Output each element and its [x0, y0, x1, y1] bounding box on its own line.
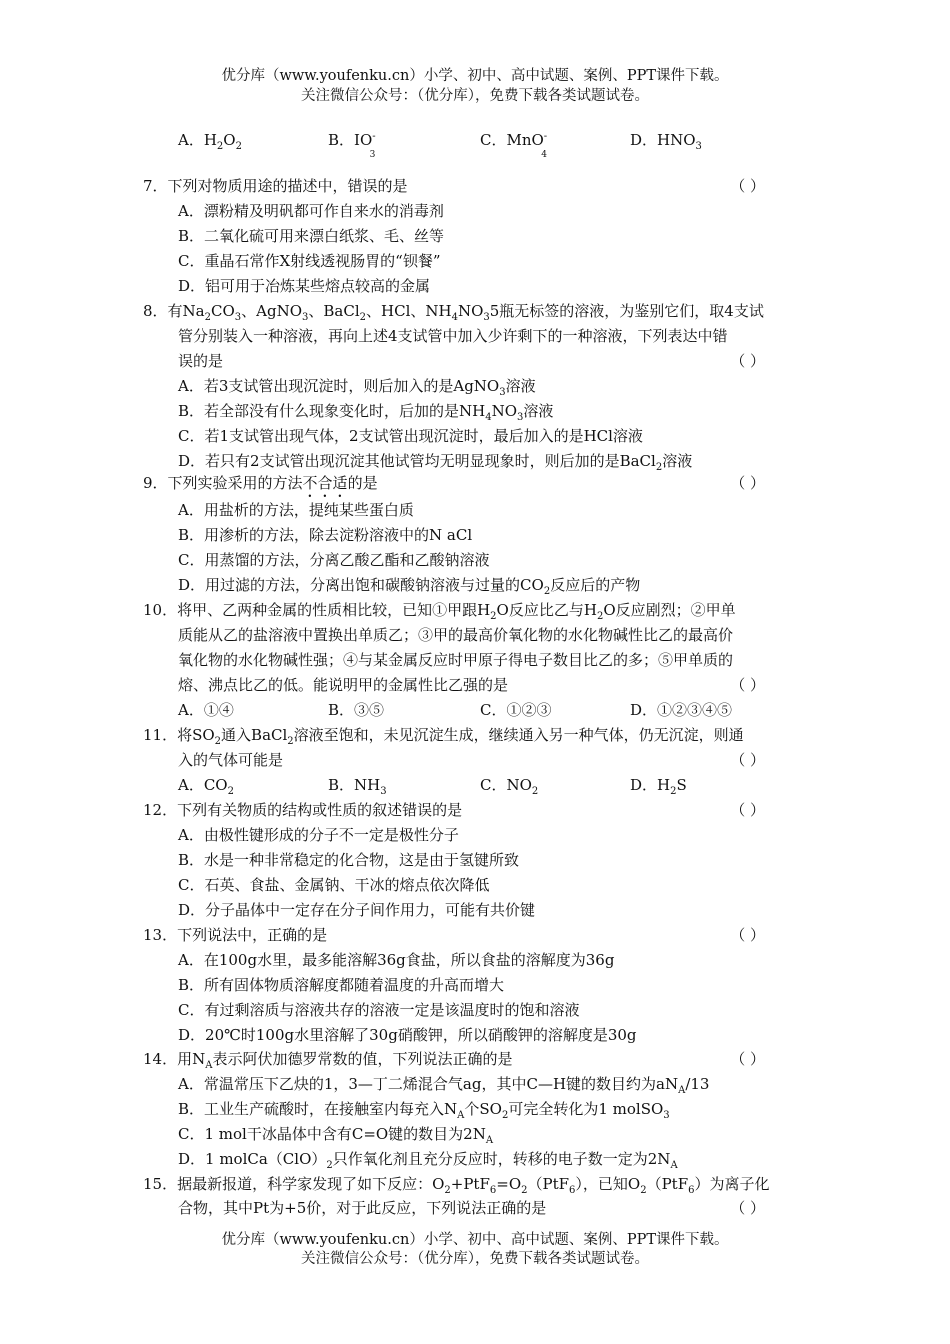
q8-option-a: A．若3支试管出现沉淀时，则后加入的是AgNO$_3$溶液: [178, 377, 536, 398]
q8-stem-line1: 8．有$Na_2CO_3$、AgNO$_3$、BaCl$_2$、HCl、$NH_4NO_35$瓶无标签的溶液，为鉴别它们，取4支试: [143, 302, 764, 323]
q6-option-c: C．MnO-$_4$: [480, 131, 548, 160]
q10-option-b: B．③⑤: [328, 701, 385, 719]
q8-option-c: C．若1支试管出现气体，2支试管出现沉淀时，最后加入的是HCl溶液: [178, 427, 643, 445]
q7-option-a: A．漂粉精及明矾都可作自来水的消毒剂: [178, 202, 444, 220]
q13-option-b: B．所有固体物质溶解度都随着温度的升高而增大: [178, 976, 505, 994]
q11-option-b: B．$NH_3$: [328, 776, 387, 797]
q8-option-b: B．若全部没有什么现象变化时，后加的是$NH_4NO_3$溶液: [178, 402, 554, 423]
q14-stem: 14．用$N_A$表示阿伏加德罗常数的值，下列说法正确的是: [143, 1050, 513, 1071]
q8-stem-line2: 管分别装入一种溶液，再向上述4支试管中加入少许剩下的一种溶液，下列表达中错: [178, 327, 728, 345]
footer-line-1: 优分库（www.youfenku.cn）小学、初中、高中试题、案例、PPT课件下载。: [221, 1232, 729, 1248]
q6-option-a: A．$H_2O_2$: [178, 131, 242, 152]
q10-stem-line1: 10．将甲、乙两种金属的性质相比较，已知①甲跟$H_2O$反应比乙与$H_2O$反应剧烈；②甲单: [143, 601, 736, 622]
q14-option-c: C．1 mol干冰晶体中含有C=O键的数目为$2N_A$: [178, 1125, 494, 1146]
q6-option-d: D．$HNO_3$: [630, 131, 702, 152]
answer-paren: （ ）: [730, 474, 765, 492]
q11-option-d: D．$H_2S$: [630, 776, 687, 797]
q7-stem: 7．下列对物质用途的描述中，错误的是: [143, 177, 408, 195]
answer-paren: （ ）: [730, 926, 765, 944]
q10-option-d: D．①②③④⑤: [630, 701, 733, 719]
q8-stem-line3: 误的是: [178, 352, 224, 370]
answer-paren: （ ）: [730, 352, 765, 370]
q12-option-a: A．由极性键形成的分子不一定是极性分子: [178, 826, 459, 844]
q9-option-a: A．用盐析的方法，提纯某些蛋白质: [178, 501, 414, 519]
q15-stem-line1: 15．据最新报道，科学家发现了如下反应：$O_2+PtF_6=O_2(PtF_6)$，已知$O_2(PtF_6)$为离子化: [143, 1175, 770, 1196]
q13-option-d: D．20℃时100g水里溶解了30g硝酸钾，所以硝酸钾的溶解度是30g: [178, 1026, 637, 1044]
answer-paren: （ ）: [730, 676, 765, 694]
answer-paren: （ ）: [730, 1050, 765, 1068]
q11-option-a: A．$CO_2$: [178, 776, 234, 797]
answer-paren: （ ）: [730, 801, 765, 819]
q9-option-d: D．用过滤的方法，分离出饱和碳酸钠溶液与过量的$CO_2$反应后的产物: [178, 576, 641, 597]
q9-option-b: B．用渗析的方法，除去淀粉溶液中的N aCl: [178, 526, 473, 544]
q10-stem-line2: 质能从乙的盐溶液中置换出单质乙；③甲的最高价氧化物的水化物碱性比乙的最高价: [178, 626, 734, 644]
q14-option-b: B．工业生产硫酸时，在接触室内每充入$N_A$个$SO_2$可完全转化为1 molSO$_3$: [178, 1100, 670, 1121]
q10-stem-line4: 熔、沸点比乙的低。能说明甲的金属性比乙强的是: [178, 676, 509, 694]
q14-option-d: D．1 $molCa(ClO)_2$只作氧化剂且充分反应时，转移的电子数一定为$2N_A$: [178, 1150, 678, 1171]
q10-option-a: A．①④: [178, 701, 234, 719]
q12-option-d: D．分子晶体中一定存在分子间作用力，可能有共价键: [178, 901, 536, 919]
answer-paren: （ ）: [730, 177, 765, 195]
q10-option-c: C．①②③: [480, 701, 552, 719]
q12-option-b: B．水是一种非常稳定的化合物，这是由于氢键所致: [178, 851, 520, 869]
q8-option-d: D．若只有2支试管出现沉淀其他试管均无明显现象时，则后加的是BaCl$_2$溶液: [178, 452, 693, 473]
q7-option-d: D．铝可用于冶炼某些熔点较高的金属: [178, 277, 431, 295]
header-line-1: 优分库（www.youfenku.cn）小学、初中、高中试题、案例、PPT课件下载。: [221, 68, 729, 84]
q9-option-c: C．用蒸馏的方法，分离乙酸乙酯和乙酸钠溶液: [178, 551, 490, 569]
q13-option-a: A．在100g水里，最多能溶解36g食盐，所以食盐的溶解度为36g: [178, 951, 615, 969]
footer-line-2: 关注微信公众号：（优分库），免费下载各类试题试卷。: [301, 1251, 649, 1267]
q10-stem-line3: 氧化物的水化物碱性强；④与某金属反应时甲原子得电子数目比乙的多；⑤甲单质的: [178, 651, 734, 669]
q11-stem-line1: 11．将$SO_2$通入BaCl$_2$溶液至饱和，未见沉淀生成，继续通入另一种气体，仍无沉淀，则通: [143, 726, 744, 747]
q7-option-c: C．重晶石常作X射线透视肠胃的“钡餐”: [178, 252, 441, 270]
q12-stem: 12．下列有关物质的结构或性质的叙述错误的是: [143, 801, 463, 819]
answer-paren: （ ）: [730, 751, 765, 769]
q14-option-a: A．常温常压下乙炔的1，3—丁二烯混合气ag，其中C—H键的数目约为$aN_A/13$: [178, 1075, 710, 1096]
q12-option-c: C．石英、食盐、金属钠、干冰的熔点依次降低: [178, 876, 490, 894]
answer-paren: （ ）: [730, 1199, 765, 1217]
q11-option-c: C．$NO_2$: [480, 776, 539, 797]
q13-option-c: C．有过剩溶质与溶液共存的溶液一定是该温度时的饱和溶液: [178, 1001, 580, 1019]
header-line-2: 关注微信公众号：（优分库），免费下载各类试题试卷。: [301, 88, 649, 104]
q11-stem-line2: 入的气体可能是: [178, 751, 284, 769]
q13-stem: 13．下列说法中，正确的是: [143, 926, 328, 944]
q9-stem: 9．下列实验采用的方法不合适的是: [143, 474, 378, 492]
q7-option-b: B．二氧化硫可用来漂白纸浆、毛、丝等: [178, 227, 445, 245]
q6-option-b: B．$IO^-_3$: [328, 131, 376, 160]
q15-stem-line2: 合物，其中Pt为+5价，对于此反应，下列说法正确的是: [178, 1199, 547, 1217]
